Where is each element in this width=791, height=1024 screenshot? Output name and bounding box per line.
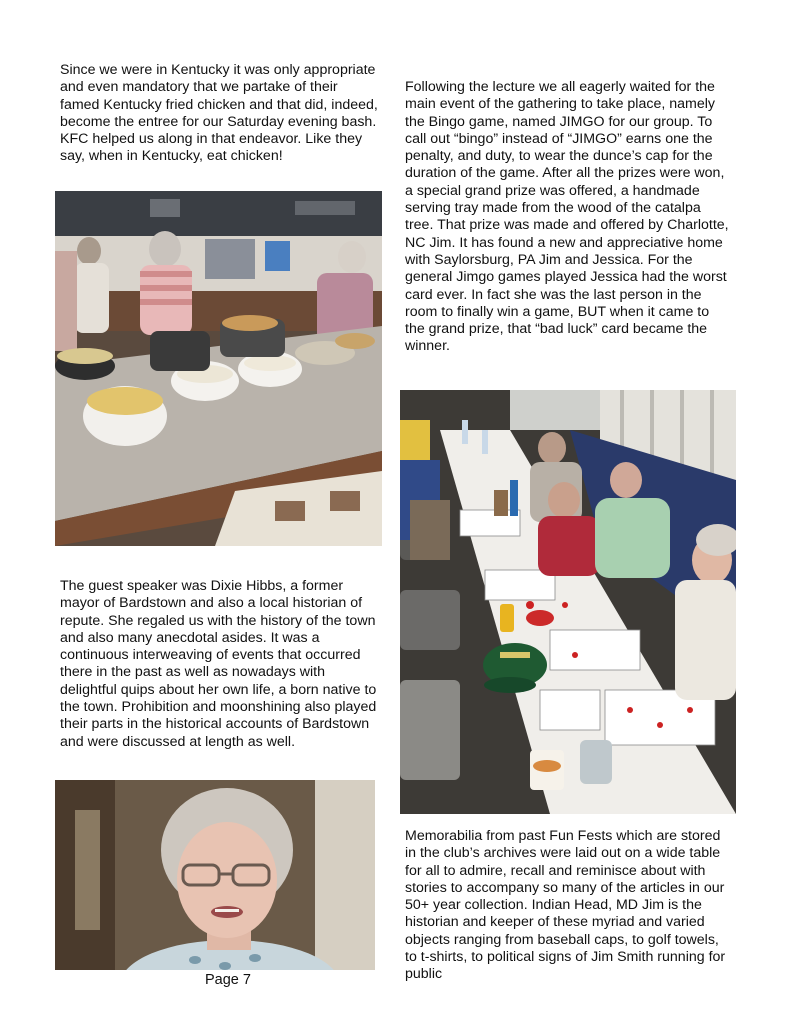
left-paragraph-guest-speaker: The guest speaker was Dixie Hibbs, a former mayor of Bardstown and also a local historian of repute. She regaled us with the history of the town and also many anecdotal asides. It was a continuous interweaving of events that occurred there in the past as well as nowadays with delightful quips about her own life, a born native to the town. Prohibition and moonshining also played their parts in the historical accounts of Bardstown and were discussed at length as well. xyxy=(60,578,377,750)
photo-guest-speaker-portrait xyxy=(55,780,375,970)
photo-buffet-table xyxy=(55,191,382,546)
left-paragraph-kfc: Since we were in Kentucky it was only appropriate and even mandatory that we partake of their famed Kentucky fried chicken and that did, indeed, become the entree for our Saturday evening bash. KFC helped us along in that endeavor. Like they say, when in Kentucky, eat chicken! xyxy=(60,62,378,165)
right-paragraph-jimgo: Following the lecture we all eagerly waited for the main event of the gathering to take place, namely the Bingo game, named JIMGO for our group. To call out “bingo” instead of “JIMGO” earns one the penalty, and duty, to wear the dunce’s cap for the duration of the game. After all the prizes were won, a special grand prize was offered, a handmade serving tray made from the wood of the catalpa tree. That prize was made and offered by Charlotte, NC Jim. It has found a new and appreciative home with Saylorsburg, PA Jim and Jessica. For the general Jimgo games played Jessica had the worst card ever. In fact she was the last person in the room to finally win a game, BUT when it came to the grand prize, that “bad luck” card became the winner. xyxy=(405,79,729,355)
page-number: Page 7 xyxy=(205,972,251,988)
photo-jimgo-bingo-game xyxy=(400,390,736,814)
right-paragraph-memorabilia: Memorabilia from past Fun Fests which are stored in the club’s archives were laid out on a wide table for all to admire, recall and reminisce about with stories to accompany so many of the articles in our 50+ year collection. Indian Head, MD Jim is the historian and keeper of these myriad and varied objects ranging from baseball caps, to golf towels, to t-shirts, to political signs of Jim Smith running for public xyxy=(405,828,726,983)
